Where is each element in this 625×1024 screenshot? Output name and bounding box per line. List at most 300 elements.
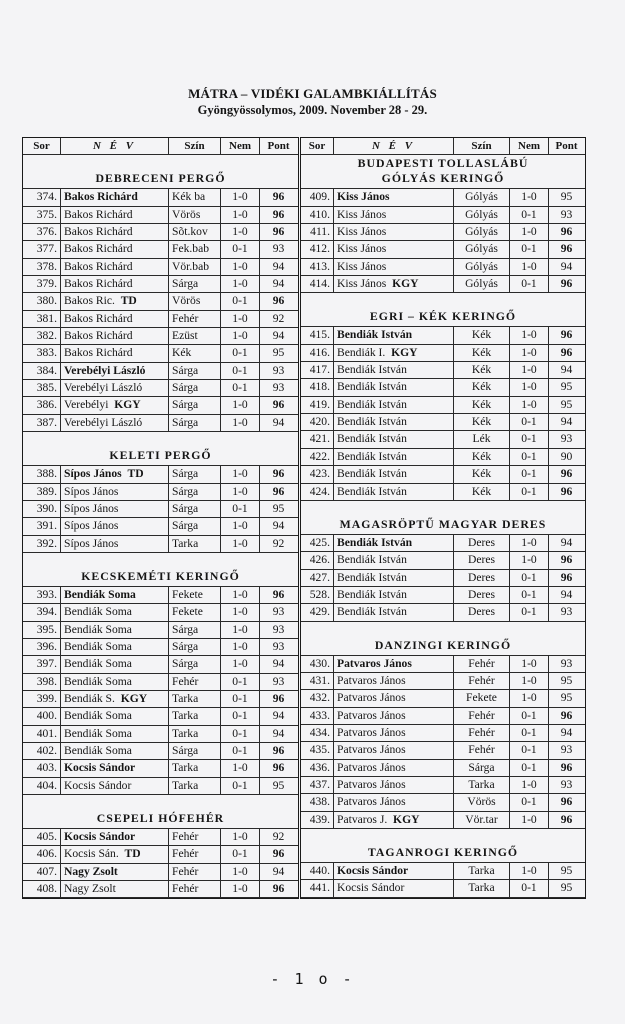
row-name: Verebélyi László: [61, 380, 169, 396]
left-table-body: [23, 155, 298, 898]
row-sex: 1-0: [221, 259, 260, 275]
row-points: 94: [560, 363, 573, 377]
row-sex: 0-1: [221, 691, 260, 707]
row-sex: 1-0: [221, 864, 260, 880]
row-number: 413.: [301, 259, 334, 275]
row-sex: 0-1: [510, 742, 549, 758]
table-row: [23, 708, 298, 725]
table-row: [23, 224, 298, 241]
page-subtitle: Gyöngyössolymos, 2009. November 28 - 29.: [197, 103, 428, 117]
table-row: [23, 656, 298, 673]
row-points: 96: [560, 570, 573, 584]
row-name: Bendiák István: [334, 552, 454, 568]
row-name: Bendiák István: [334, 484, 454, 500]
table-row: [23, 311, 298, 328]
table-row: [23, 501, 298, 518]
row-name: Kocsis Sán. TD: [61, 846, 169, 862]
header-szin: Szín: [454, 138, 510, 154]
row-color: Sárga: [169, 415, 221, 431]
row-number: 381.: [23, 311, 61, 327]
row-points: 96: [272, 882, 285, 896]
row-sex: 1-0: [510, 673, 549, 689]
table-row: [23, 345, 298, 362]
right-table-body: [301, 155, 585, 897]
row-number: 437.: [301, 777, 334, 793]
row-name: Nagy Zsolt: [61, 881, 169, 897]
row-number: 407.: [23, 864, 61, 880]
row-points: 96: [272, 294, 285, 308]
row-points: 95: [560, 380, 573, 394]
row-color: Fehér: [169, 311, 221, 327]
table-row: [23, 536, 298, 553]
row-points: 95: [560, 673, 573, 687]
row-number: 432.: [301, 690, 334, 706]
table-row: [23, 363, 298, 380]
row-points: 93: [560, 207, 573, 221]
row-name: Bendiák István: [334, 570, 454, 586]
table-row: [301, 259, 585, 276]
row-number: 439.: [301, 812, 334, 828]
row-color: Kék ba: [169, 189, 221, 205]
row-color: Deres: [454, 587, 510, 603]
row-number: 378.: [23, 259, 61, 275]
row-name: Bakos Richárd: [61, 328, 169, 344]
row-points: 96: [272, 484, 285, 498]
row-name: Patvaros János: [334, 673, 454, 689]
row-number: 441.: [301, 880, 334, 896]
row-name: Bendiák Soma: [61, 708, 169, 724]
row-number: 429.: [301, 604, 334, 620]
section-title: MAGASRÖPTŰ MAGYAR DERES: [301, 501, 585, 535]
row-sex: 0-1: [221, 778, 260, 794]
row-points: 95: [272, 501, 285, 515]
row-name: Bakos Ric. TD: [61, 293, 169, 309]
row-sex: 1-0: [221, 536, 260, 552]
row-points: 92: [272, 311, 285, 325]
row-number: 405.: [23, 829, 61, 845]
section-title-line2: GÓLYÁS KERINGŐ: [381, 171, 505, 186]
row-color: Gólyás: [454, 241, 510, 257]
table-row: [301, 863, 585, 880]
row-sex: 0-1: [510, 587, 549, 603]
table-row: [23, 604, 298, 621]
row-points: 96: [560, 795, 573, 809]
row-name: Bendiák Soma: [61, 743, 169, 759]
row-number: 436.: [301, 760, 334, 776]
row-color: Sárga: [169, 501, 221, 517]
row-number: 392.: [23, 536, 61, 552]
row-color: Kék: [454, 362, 510, 378]
header-nev: N É V: [334, 138, 454, 154]
row-number: 416.: [301, 345, 334, 361]
row-points: 95: [272, 778, 285, 792]
table-row: [23, 276, 298, 293]
row-name: Verebélyi László: [61, 363, 169, 379]
row-name: Kocsis Sándor: [61, 760, 169, 776]
row-sex: 0-1: [510, 466, 549, 482]
row-sex: 1-0: [221, 415, 260, 431]
row-number: 414.: [301, 276, 334, 292]
row-color: Tarka: [169, 691, 221, 707]
row-number: 383.: [23, 345, 61, 361]
table-row: [301, 535, 585, 552]
row-name: Verebélyi KGY: [61, 397, 169, 413]
row-name: Kiss János: [334, 224, 454, 240]
row-color: Fehér: [169, 881, 221, 897]
row-color: Kék: [454, 345, 510, 361]
row-number: 398.: [23, 674, 61, 690]
row-points: 93: [272, 242, 285, 256]
table-row: [23, 466, 298, 483]
row-number: 528.: [301, 587, 334, 603]
row-color: Sárga: [169, 656, 221, 672]
table-row: [301, 224, 585, 241]
row-points: 95: [272, 346, 285, 360]
table-row: [301, 570, 585, 587]
row-sex: 1-0: [510, 656, 549, 672]
row-name: Bendiák Soma: [61, 656, 169, 672]
row-sex: 1-0: [221, 397, 260, 413]
row-color: Gólyás: [454, 207, 510, 223]
table-row: [23, 293, 298, 310]
row-number: 391.: [23, 518, 61, 534]
left-table: [22, 137, 299, 899]
table-row: [23, 380, 298, 397]
row-name: Bendiák István: [334, 604, 454, 620]
row-sex: 1-0: [510, 863, 549, 879]
row-number: 399.: [23, 691, 61, 707]
row-points: 96: [560, 328, 573, 342]
row-name: Kocsis Sándor: [334, 880, 454, 896]
row-number: 394.: [23, 604, 61, 620]
section-title: CSEPELI HÓFEHÉR: [23, 795, 298, 829]
row-number: 388.: [23, 466, 61, 482]
table-row: [301, 673, 585, 690]
row-number: 401.: [23, 726, 61, 742]
row-sex: 0-1: [221, 743, 260, 759]
header-nem: Nem: [510, 138, 549, 154]
row-points: 94: [560, 415, 573, 429]
row-sex: 1-0: [221, 587, 260, 603]
row-points: 93: [560, 605, 573, 619]
row-sex: 1-0: [510, 259, 549, 275]
row-number: 375.: [23, 207, 61, 223]
row-points: 95: [560, 881, 573, 895]
row-points: 96: [272, 691, 285, 705]
table-row: [301, 431, 585, 448]
row-color: Fekete: [454, 690, 510, 706]
row-number: 382.: [23, 328, 61, 344]
row-name: Bendiák Soma: [61, 622, 169, 638]
row-points: 94: [272, 415, 285, 429]
row-sex: 1-0: [221, 639, 260, 655]
row-sex: 0-1: [221, 293, 260, 309]
row-sex: 0-1: [510, 880, 549, 896]
table-row: [23, 241, 298, 258]
row-number: 409.: [301, 189, 334, 205]
row-color: Sárga: [169, 397, 221, 413]
table-row: [301, 604, 585, 621]
row-color: Vörös: [169, 207, 221, 223]
row-name: Bendiák Soma: [61, 726, 169, 742]
row-name: Bendiák István: [334, 449, 454, 465]
row-points: 90: [560, 449, 573, 463]
row-points: 93: [272, 605, 285, 619]
table-row: [301, 466, 585, 483]
table-row: [23, 259, 298, 276]
row-points: 96: [560, 345, 573, 359]
table-row: [23, 207, 298, 224]
row-name: Patvaros János: [334, 656, 454, 672]
row-number: 419.: [301, 397, 334, 413]
header-sor: Sor: [301, 138, 334, 154]
name-suffix: KGY: [391, 345, 418, 359]
row-points: 94: [272, 259, 285, 273]
row-sex: 1-0: [221, 328, 260, 344]
table-row: [23, 864, 298, 881]
row-name: Kiss János KGY: [334, 276, 454, 292]
row-sex: 1-0: [221, 276, 260, 292]
row-color: Fehér: [169, 846, 221, 862]
table-row: [301, 189, 585, 206]
row-number: 384.: [23, 363, 61, 379]
row-sex: 0-1: [510, 484, 549, 500]
row-name: Bendiák István: [334, 379, 454, 395]
row-name: Bakos Richárd: [61, 189, 169, 205]
row-name: Bakos Richárd: [61, 241, 169, 257]
section-title: [301, 155, 585, 189]
row-number: 411.: [301, 224, 334, 240]
row-color: Vör.bab: [169, 259, 221, 275]
row-sex: 1-0: [510, 345, 549, 361]
table-row: [301, 587, 585, 604]
table-row: [23, 846, 298, 863]
row-sex: 0-1: [221, 726, 260, 742]
row-points: 96: [272, 743, 285, 757]
row-name: Sípos János TD: [61, 466, 169, 482]
row-color: Sárga: [169, 639, 221, 655]
row-name: Patvaros János: [334, 760, 454, 776]
row-name: Bendiák István: [334, 327, 454, 343]
header-nem: Nem: [221, 138, 260, 154]
table-row: [301, 760, 585, 777]
row-name: Bakos Richárd: [61, 224, 169, 240]
row-color: Gólyás: [454, 259, 510, 275]
row-color: Kék: [169, 345, 221, 361]
table-row: [23, 587, 298, 604]
row-number: 420.: [301, 414, 334, 430]
row-color: Tarka: [454, 880, 510, 896]
row-number: 385.: [23, 380, 61, 396]
row-color: Sárga: [169, 622, 221, 638]
row-points: 94: [272, 864, 285, 878]
row-number: 412.: [301, 241, 334, 257]
row-points: 92: [272, 830, 285, 843]
row-color: Tarka: [169, 536, 221, 552]
row-number: 421.: [301, 431, 334, 447]
row-color: Sárga: [169, 363, 221, 379]
row-color: Sárga: [169, 380, 221, 396]
header-szin: Szín: [169, 138, 221, 154]
row-number: 400.: [23, 708, 61, 724]
row-sex: 0-1: [221, 363, 260, 379]
row-name: Patvaros János: [334, 708, 454, 724]
row-name: Bendiák Soma: [61, 674, 169, 690]
row-color: Sárga: [169, 518, 221, 534]
table-row: [301, 362, 585, 379]
row-points: 96: [560, 225, 573, 239]
row-sex: 0-1: [510, 570, 549, 586]
row-color: Gólyás: [454, 189, 510, 205]
row-points: 93: [272, 381, 285, 395]
row-number: 376.: [23, 224, 61, 240]
name-suffix: KGY: [393, 812, 420, 826]
row-color: Sárga: [169, 743, 221, 759]
row-color: Tarka: [169, 778, 221, 794]
row-points: 96: [272, 207, 285, 221]
row-name: Sípos János: [61, 536, 169, 552]
row-color: Sõt.kov: [169, 224, 221, 240]
row-points: 93: [272, 363, 285, 377]
row-name: Patvaros János: [334, 794, 454, 810]
row-points: 93: [560, 777, 573, 791]
row-name: Bendiák István: [334, 535, 454, 551]
row-sex: 0-1: [221, 846, 260, 862]
row-number: 406.: [23, 846, 61, 862]
row-points: 96: [560, 467, 573, 481]
table-row: [23, 726, 298, 743]
row-number: 424.: [301, 484, 334, 500]
row-number: 440.: [301, 863, 334, 879]
table-header: [23, 138, 298, 155]
row-points: 94: [272, 657, 285, 671]
row-color: Tarka: [169, 708, 221, 724]
row-color: Deres: [454, 535, 510, 551]
header-sor: Sor: [23, 138, 61, 154]
row-name: Nagy Zsolt: [61, 864, 169, 880]
row-name: Patvaros J. KGY: [334, 812, 454, 828]
row-sex: 1-0: [510, 690, 549, 706]
row-color: Fekete: [169, 604, 221, 620]
table-row: [23, 691, 298, 708]
row-number: 397.: [23, 656, 61, 672]
table-row: [301, 241, 585, 258]
table-row: [301, 708, 585, 725]
row-sex: 0-1: [510, 725, 549, 741]
table-row: [301, 725, 585, 742]
page-title: MÁTRA – VIDÉKI GALAMBKIÁLLÍTÁS: [188, 86, 437, 101]
row-sex: 1-0: [510, 552, 549, 568]
row-color: Kék: [454, 449, 510, 465]
row-points: 94: [272, 277, 285, 291]
row-sex: 1-0: [510, 362, 549, 378]
row-number: 410.: [301, 207, 334, 223]
row-name: Bendiák Soma: [61, 587, 169, 603]
row-points: 96: [560, 277, 573, 291]
row-name: Kocsis Sándor: [61, 829, 169, 845]
header-pont: Pont: [555, 140, 578, 152]
row-name: Patvaros János: [334, 742, 454, 758]
table-row: [301, 812, 585, 829]
row-name: Kiss János: [334, 207, 454, 223]
right-table: [300, 137, 586, 899]
row-points: 93: [272, 622, 285, 636]
row-points: 92: [272, 536, 285, 550]
row-number: 377.: [23, 241, 61, 257]
row-color: Fekete: [169, 587, 221, 603]
row-number: 395.: [23, 622, 61, 638]
row-name: Bendiák S. KGY: [61, 691, 169, 707]
row-name: Bendiák István: [334, 414, 454, 430]
table-row: [23, 778, 298, 795]
row-color: Kék: [454, 484, 510, 500]
row-points: 96: [560, 812, 573, 826]
table-row: [301, 414, 585, 431]
row-color: Sárga: [454, 760, 510, 776]
table-row: [23, 743, 298, 760]
row-color: Vörös: [169, 293, 221, 309]
table-row: [301, 207, 585, 224]
row-color: Deres: [454, 570, 510, 586]
row-sex: 1-0: [510, 812, 549, 828]
row-number: 403.: [23, 760, 61, 776]
header-pont: Pont: [267, 140, 290, 152]
row-name: Patvaros János: [334, 690, 454, 706]
name-suffix: KGY: [120, 691, 148, 705]
row-sex: 0-1: [510, 604, 549, 620]
row-points: 96: [272, 587, 285, 601]
row-sex: 1-0: [510, 379, 549, 395]
row-number: 435.: [301, 742, 334, 758]
row-name: Patvaros János: [334, 725, 454, 741]
row-points: 94: [272, 329, 285, 343]
table-row: [23, 484, 298, 501]
row-sex: 1-0: [510, 327, 549, 343]
row-color: Fek.bab: [169, 241, 221, 257]
row-sex: 0-1: [221, 674, 260, 690]
name-suffix: KGY: [114, 398, 141, 412]
row-color: Fehér: [169, 864, 221, 880]
row-sex: 0-1: [221, 380, 260, 396]
row-color: Tarka: [169, 726, 221, 742]
row-color: Tarka: [169, 760, 221, 776]
row-number: 393.: [23, 587, 61, 603]
row-color: Tarka: [454, 863, 510, 879]
row-color: Fehér: [454, 673, 510, 689]
row-number: 379.: [23, 276, 61, 292]
table-row: [23, 415, 298, 432]
row-points: 96: [560, 760, 573, 774]
row-points: 95: [560, 190, 573, 204]
row-number: 425.: [301, 535, 334, 551]
table-row: [301, 777, 585, 794]
table-row: [301, 379, 585, 396]
row-name: Bakos Richárd: [61, 276, 169, 292]
row-color: Kék: [454, 327, 510, 343]
row-name: Bakos Richárd: [61, 311, 169, 327]
row-points: 96: [560, 553, 573, 567]
row-number: 415.: [301, 327, 334, 343]
row-sex: 1-0: [510, 777, 549, 793]
row-name: Bendiák István: [334, 431, 454, 447]
row-sex: 1-0: [221, 224, 260, 240]
row-sex: 1-0: [221, 881, 260, 897]
row-number: 408.: [23, 881, 61, 897]
row-points: 94: [560, 725, 573, 739]
row-points: 96: [272, 847, 285, 861]
row-color: Fehér: [454, 708, 510, 724]
row-color: Fehér: [169, 674, 221, 690]
